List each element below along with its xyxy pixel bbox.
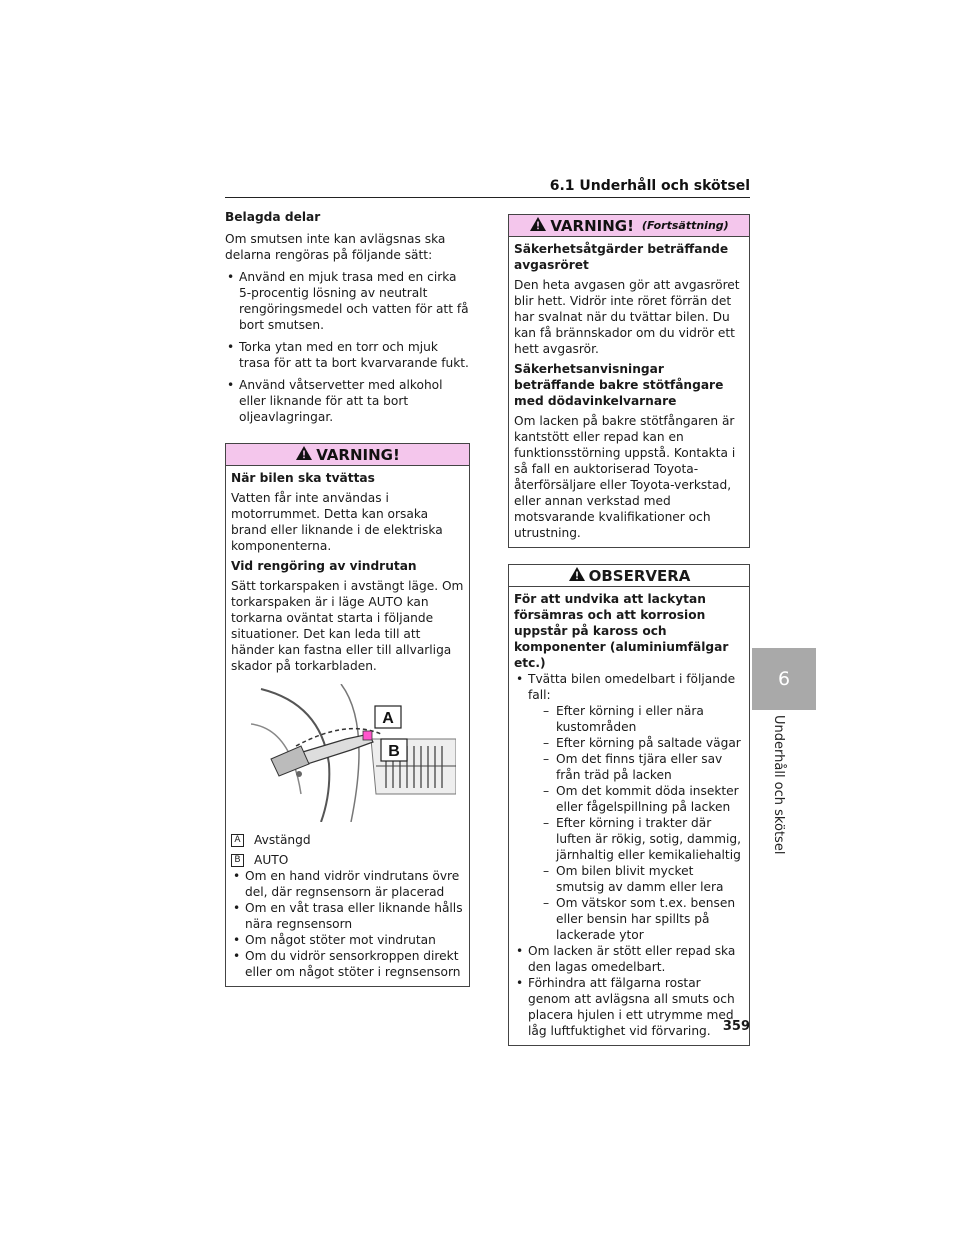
list-item: • Använd våtservetter med alkohol eller liknande för att ta bort oljeavlagringar.: [225, 377, 470, 425]
legend-b-text: AUTO: [254, 853, 289, 867]
header-rule: [225, 197, 750, 198]
warning-text: Om lacken på bakre stötfångaren är kantstött eller repad kan en funktionsstörning uppstå. Kontakta i så fall en auktoriserad Toyota-återförsäljare eller Toyota-verkstad, eller annan verkstad med motsvarande kvalifikationer och utrustning.: [514, 414, 736, 540]
warning-header: [226, 444, 469, 466]
warning-continued-box: [508, 214, 750, 548]
figure-label-a: A: [382, 710, 394, 727]
legend-b: [231, 852, 464, 868]
warning-subheading: När bilen ska tvättas: [231, 471, 375, 485]
right-column: [508, 214, 750, 1046]
list-item: – Efter körning på saltade vägar: [542, 735, 744, 751]
warning-triangle-icon: [295, 445, 313, 464]
wiper-lever-figure: [251, 684, 464, 826]
observera-title: OBSERVERA: [588, 566, 691, 585]
warning-box: [225, 443, 470, 987]
warning-text: Den heta avgasen gör att avgasröret blir hett. Vidrör inte röret förrän det har svalnat när du tvättar bilen. Du kan få brännskador om du vidrör ett hett avgasrör.: [514, 278, 740, 356]
list-item: • Om en hand vidrör vindrutans övre del, där regnsensorn är placerad: [231, 868, 464, 900]
list-item-text: Tvätta bilen omedelbart i följande fall:: [528, 672, 736, 702]
list-item: – Efter körning i eller nära kustområden: [542, 703, 744, 735]
list-item: • Torka ytan med en torr och mjuk trasa för att ta bort kvarvarande fukt.: [225, 339, 470, 371]
list-item: – Om det finns tjära eller sav från träd på lacken: [542, 751, 744, 783]
list-item: – Om bilen blivit mycket smutsig av damm eller lera: [542, 863, 744, 895]
list-item: • Använd en mjuk trasa med en cirka 5-procentig lösning av neutralt rengöringsmedel och vatten för att få bort smutsen.: [225, 269, 470, 333]
heading-coated-parts: Belagda delar: [225, 210, 321, 224]
warning-subheading: Säkerhetsanvisningar beträffande bakre stötfångare med dödavinkelvarnare: [514, 362, 724, 408]
warning-triangle-icon: [529, 216, 547, 235]
page-number: 359: [722, 1019, 750, 1034]
list-item: – Om det kommit döda insekter eller fågelspillning på lacken: [542, 783, 744, 815]
list-item: [514, 671, 744, 943]
situation-list: [528, 703, 744, 943]
legend-a: [231, 832, 464, 848]
list-item: • Om något stöter mot vindrutan: [231, 932, 464, 948]
chapter-tab-label: Underhåll och skötsel: [771, 715, 786, 855]
warning-title: VARNING!: [550, 216, 634, 235]
warning-title: VARNING!: [316, 445, 400, 464]
legend-key-b: B: [231, 854, 244, 867]
section-header-title: 6.1 Underhåll och skötsel: [549, 178, 750, 194]
intro-text: Om smutsen inte kan avlägsnas ska delarna rengöras på följande sätt:: [225, 232, 446, 262]
legend-key-a: A: [231, 834, 244, 847]
observera-subheading: För att undvika att lackytan försämras och att korrosion uppstår på kaross och komponenter (aluminiumfälgar etc.): [514, 592, 729, 670]
warning-subheading: Säkerhetsåtgärder beträffande avgasröret: [514, 242, 729, 272]
list-item: • Om du vidrör sensorkroppen direkt eller om något stöter i regnsensorn: [231, 948, 464, 980]
cleaning-steps-list: [225, 269, 470, 425]
list-item: • Om en våt trasa eller liknande hålls nära regnsensorn: [231, 900, 464, 932]
figure-label-b: B: [388, 743, 400, 760]
caution-triangle-icon: [568, 566, 586, 585]
warning-text: Vatten får inte användas i motorrummet. Detta kan orsaka brand eller liknande i de elektriska komponenterna.: [231, 491, 443, 553]
list-item: – Om vätskor som t.ex. bensen eller bensin har spillts på lackerade ytor: [542, 895, 744, 943]
list-item: – Efter körning i trakter där luften är rökig, sotig, dammig, järnhaltig eller kemikaliehaltig: [542, 815, 744, 863]
left-column: [225, 209, 470, 987]
warning-header: [509, 215, 749, 237]
rain-sensor-list: [231, 868, 464, 980]
warning-text: Sätt torkarspaken i avstängt läge. Om torkarspaken är i läge AUTO kan torkarna oväntat starta i följande situationer. Det kan leda till att händer kan fastna eller till allvarliga skador på torkarbladen.: [231, 579, 464, 673]
list-item: • Förhindra att fälgarna rostar genom att avlägsna all smuts och placera hjulen i ett utrymme med låg luftfuktighet vid förvaring.: [514, 975, 744, 1039]
observera-list: [514, 671, 744, 1039]
list-item: • Om lacken är stött eller repad ska den lagas omedelbart.: [514, 943, 744, 975]
observera-box: [508, 564, 750, 1046]
chapter-tab: 6: [752, 648, 816, 710]
warning-continuation: (Fortsättning): [641, 218, 729, 232]
observera-header: [509, 565, 749, 587]
legend-a-text: Avstängd: [254, 833, 311, 847]
warning-subheading: Vid rengöring av vindrutan: [231, 559, 417, 573]
